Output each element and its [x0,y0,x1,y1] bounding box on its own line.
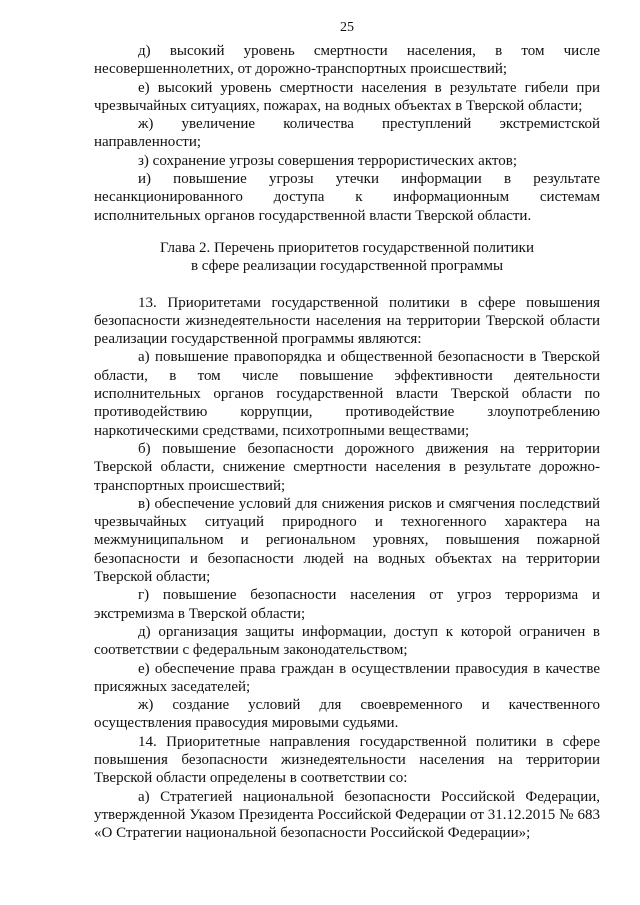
paragraph: 13. Приоритетами государственной политики в сфере повышения безопасности жизнедеятельности населения на территории Тверской области реализации государственной программы являются: [94,294,600,348]
threat-list [94,42,600,225]
paragraph: в) обеспечение условий для снижения рисков и смягчения последствий чрезвычайных ситуаций природного и техногенного характера на межмуниципальном и региональном уровнях, повышения пожарной безопасности и безопасности людей на водных объектах на территории Тверской области; [94,495,600,586]
chapter-heading-line: Глава 2. Перечень приоритетов государственной политики [160,239,534,256]
page-number: 25 [340,20,354,35]
list-item: и) повышение угрозы утечки информации в результате несанкционированного доступа к информационным системам исполнительных органов государственной власти Тверской области. [94,171,600,224]
list-item: е) высокий уровень смертности населения в результате гибели при чрезвычайных ситуациях, пожарах, на водных объектах в Тверской области; [94,79,600,114]
paragraph: б) повышение безопасности дорожного движения на территории Тверской области, снижение смертности населения в результате дорожно-транспортных происшествий; [94,440,600,494]
document-page [94,20,600,842]
paragraph: д) организация защиты информации, доступ к которой ограничен в соответствии с федеральным законодательством; [94,623,600,659]
paragraph: г) повышение безопасности населения от угроз терроризма и экстремизма в Тверской области; [94,587,600,622]
list-item: д) высокий уровень смертности населения, в том числе несовершеннолетних, от дорожно-транспортных происшествий; [94,43,600,78]
paragraph: а) повышение правопорядка и общественной безопасности в Тверской области, в том числе повышение эффективности деятельности исполнительных органов государственной власти Тверской области по противодействию коррупции, противодействие злоупотреблению наркотическими средствами, психотропными веществами; [94,349,600,439]
list-item: ж) увеличение количества преступлений экстремистской направленности; [94,116,600,151]
chapter-heading [94,239,600,276]
list-item: з) сохранение угрозы совершения террористических актов; [138,152,518,169]
paragraph: е) обеспечение права граждан в осуществлении правосудия в качестве присяжных заседателей; [94,660,600,695]
paragraph: а) Стратегией национальной безопасности Российской Федерации, утвержденной Указом Президента Российской Федерации от 31.12.2015 № 683 «О Стратегии национальной безопасности Российской Федерации»; [94,788,600,842]
paragraph: 14. Приоритетные направления государственной политики в сфере повышения безопасности жизнедеятельности населения на территории Тверской области определены в соответствии со: [94,733,600,787]
paragraph: ж) создание условий для своевременного и качественного осуществления правосудия мировыми судьями. [94,697,600,732]
chapter-heading-line: в сфере реализации государственной программы [190,258,504,275]
chapter-body [94,294,600,843]
